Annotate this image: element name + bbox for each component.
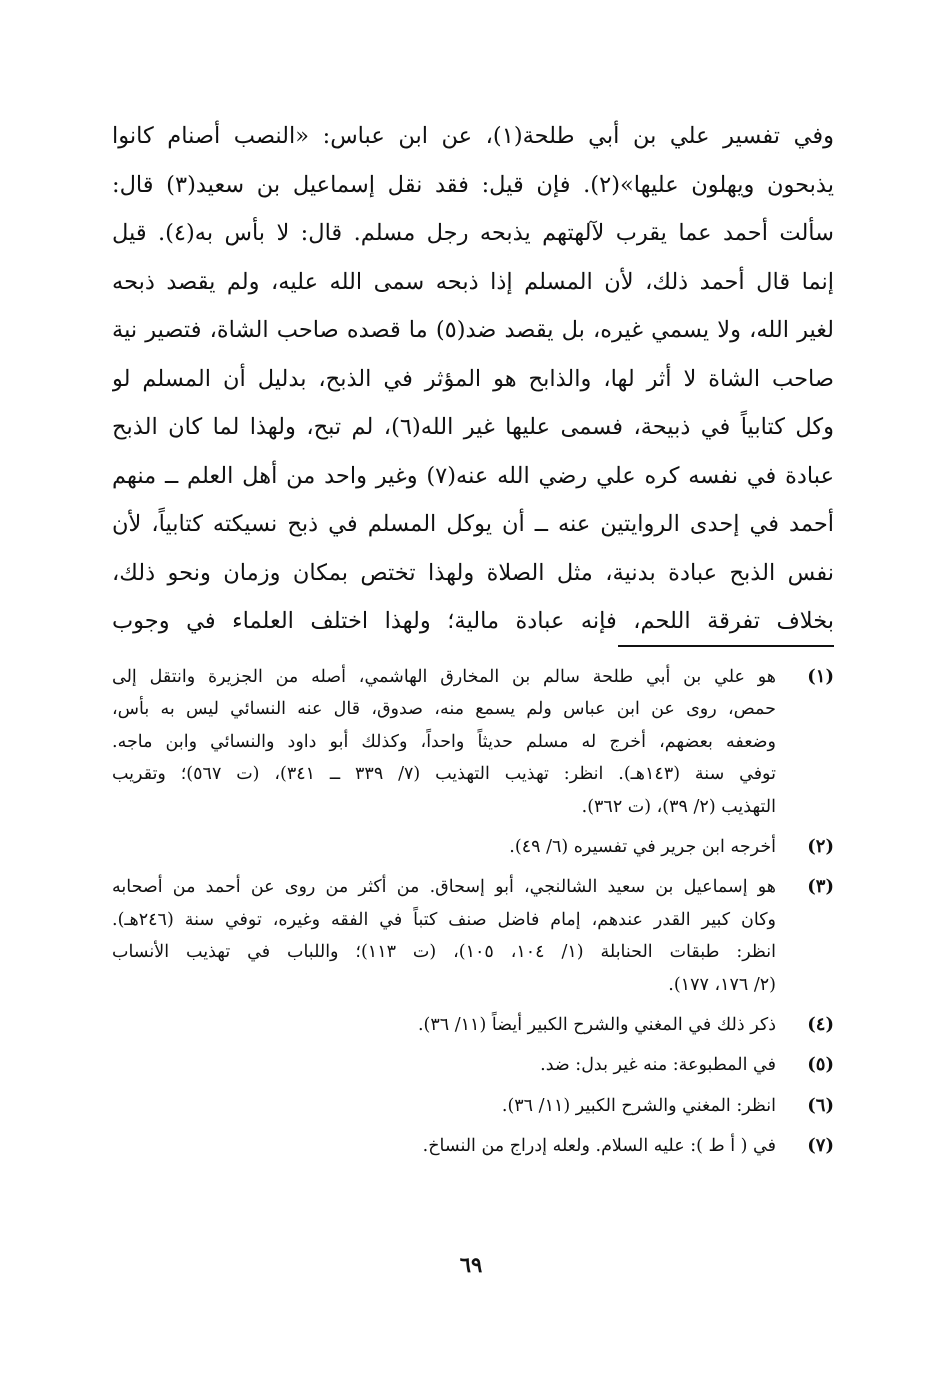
footnote-number: (٥) [807,1054,834,1076]
main-text-line: إنما قال أحمد ذلك، لأن المسلم إذا ذبحه سمى الله عليه، ولم يقصد ذبحه [112,268,834,295]
footnote-divider [618,645,834,647]
main-text-line: عبادة في نفسه كره علي رضي الله عنه(٧) وغير واحد من أهل العلم ــ منهم [112,462,834,489]
footnote [112,832,834,864]
footnote-line: التهذيب (٢/ ٣٩)، (ت ٣٦٢). [581,796,776,817]
footnote-line: هو علي بن أبي طلحة سالم بن المخارق الهاشمي، أصله من الجزيرة وانتقل إلى [112,667,776,687]
footnote [112,1050,834,1082]
footnote-line: (٢/ ١٧٦، ١٧٧). [668,974,776,995]
footnote-text [112,1050,776,1082]
footnote-text [112,1091,776,1123]
footnote-line: توفي سنة (١٤٣هـ). انظر: تهذيب التهذيب (٧/ ٣٣٩ ــ ٣٤١)، (ت ٥٦٧)؛ وتقريب [112,764,776,785]
footnote-line: في ( أ ط ): عليه السلام. ولعله إدراج من النساخ. [422,1136,776,1157]
footnote-text [112,872,776,1002]
footnote-line: في المطبوعة: منه غير بدل: ضد. [540,1055,776,1076]
footnote [112,662,834,824]
footnote-line: أخرجه ابن جرير في تفسيره (٦/ ٤٩). [509,836,776,857]
footnote-number: (١) [807,666,834,687]
main-text-line: سألت أحمد عما يقرب لآلهتهم يذبحه رجل مسلم. قال: لا بأس به(٤). قيل [112,220,834,246]
footnote-line: وكان كبير القدر عندهم، إمام فاضل صنف كتباً في الفقه وغيره، توفي سنة (٢٤٦هـ). [112,909,776,930]
footnote-text [112,1010,776,1042]
footnote-line: انظر: طبقات الحنابلة (١/ ١٠٤، ١٠٥)، (ت ١١٣)؛ واللباب في تهذيب الأنساب [112,942,776,963]
footnote-line: انظر: المغني والشرح الكبير (١١/ ٣٦). [501,1095,776,1116]
footnote-number: (٧) [807,1135,834,1157]
footnote [112,1010,834,1042]
footnote-number: (٣) [807,876,834,898]
main-text-line: بخلاف تفرقة اللحم، فإنه عبادة مالية؛ ولهذا اختلف العلماء في وجوب [112,608,834,634]
footnote-text [112,832,776,864]
footnote-line: حمص، روى عن ابن عباس ولم يسمع منه، صدوق، قال عنه النسائي ليس به بأس، [112,699,776,720]
main-text-line: وكل كتابياً في ذبيحة، فسمى عليها غير الله(٦)، لم تبح، ولهذا لما كان الذبح [112,414,834,440]
footnote-text [112,1131,776,1163]
main-text-line: وفي تفسير علي بن أبي طلحة(١)، عن ابن عباس: «النصب أصنام كانوا [112,123,834,149]
page-number: ٦٩ [459,1252,483,1277]
footnote-line: هو إسماعيل بن سعيد الشالنجي، أبو إسحاق. من أكثر من روى عن أحمد من أصحابه [112,877,776,898]
footnote-number: (٤) [807,1013,834,1035]
main-text-line: نفس الذبح عبادة بدنية، مثل الصلاة ولهذا تختص بمكان وزمان ونحو ذلك، [112,559,834,586]
main-text-line: أحمد في إحدى الروايتين عنه ــ أن يوكل المسلم في ذبح نسيكته كتابياً، لأن [112,511,834,537]
footnote-number: (٢) [807,835,834,857]
main-text [112,116,834,650]
main-text-line: صاحب الشاة لا أثر لها، والذابح هو المؤثر في الذبح، بدليل أن المسلم لو [112,365,834,392]
footnote [112,1131,834,1163]
footnote-text [112,662,776,824]
footnote-number: (٦) [807,1094,834,1116]
footnote [112,1091,834,1123]
footnotes [112,662,834,1171]
footnote-line: وضعفه بعضهم، أخرج له مسلم حديثاً واحداً، وكذلك أبو داود والنسائي وابن ماجه. [112,731,776,752]
footnote-line: ذكر ذلك في المغني والشرح الكبير أيضاً (١١/ ٣٦). [417,1014,776,1035]
footnote [112,872,834,1002]
main-text-line: لغير الله، ولا يسمي غيره، بل يقصد ضد(٥) ما قصده صاحب الشاة، فتصير نية [112,317,834,343]
main-text-line: يذبحون ويهلون عليها»(٢). فإن قيل: فقد نقل إسماعيل بن سعيد(٣) قال: [112,171,834,198]
